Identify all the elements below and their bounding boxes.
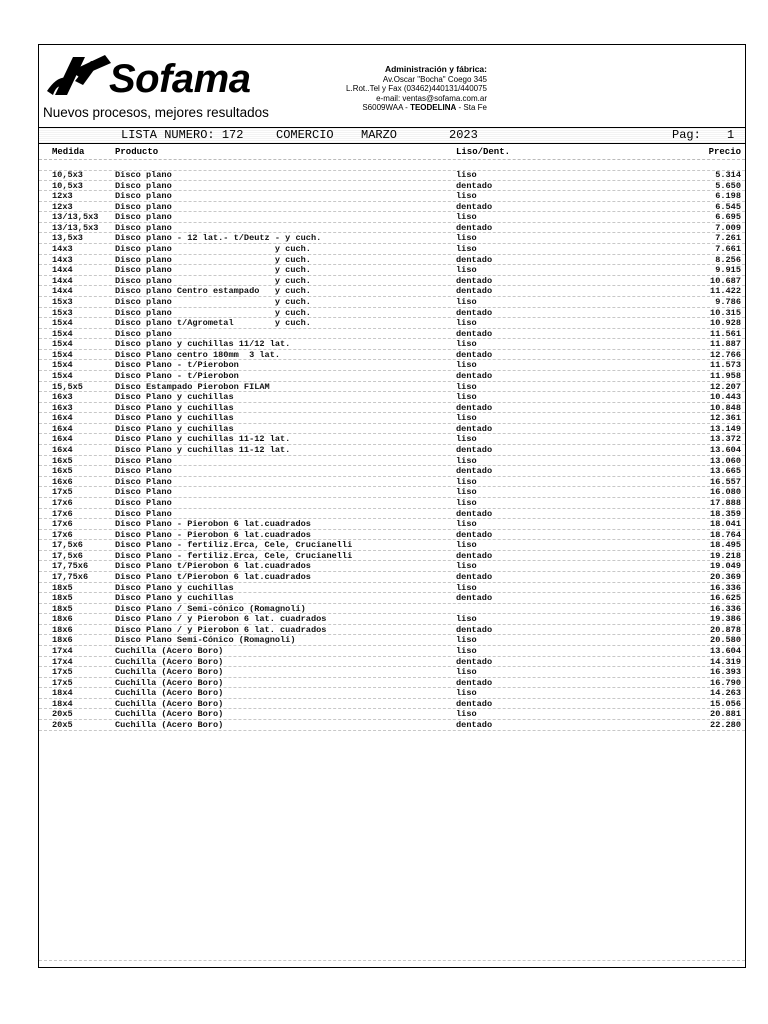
cell-liso-dent: liso bbox=[456, 170, 477, 180]
cell-producto: Disco Plano - fertiliz.Erca, Cele, Crucianelli bbox=[115, 550, 353, 561]
cell-medida: 14x3 bbox=[52, 244, 73, 255]
cell-producto: Cuchilla (Acero Boro) bbox=[115, 688, 224, 699]
cell-medida: 17,5x6 bbox=[52, 540, 83, 551]
cell-precio: 20.878 bbox=[710, 624, 741, 635]
cell-liso-dent: dentado bbox=[456, 328, 493, 339]
cell-producto: Disco Estampado Pierobon FILAM bbox=[115, 381, 270, 392]
cell-medida: 16x4 bbox=[52, 423, 73, 434]
cell-producto: Disco plano bbox=[115, 191, 172, 202]
cell-precio: 10.443 bbox=[710, 392, 741, 403]
cell-precio: 16.336 bbox=[710, 582, 741, 593]
cell-liso-dent: dentado bbox=[456, 349, 493, 360]
table-row bbox=[39, 614, 745, 625]
cell-liso-dent: liso bbox=[456, 191, 477, 202]
cell-medida: 15x4 bbox=[52, 328, 73, 339]
cell-liso-dent: liso bbox=[456, 233, 477, 244]
cell-medida: 14x4 bbox=[52, 265, 73, 276]
cell-precio: 6.198 bbox=[715, 191, 741, 202]
cell-precio: 10.687 bbox=[710, 275, 741, 286]
cell-liso-dent: liso bbox=[456, 497, 477, 508]
cell-liso-dent: liso bbox=[456, 688, 477, 699]
cell-producto: Disco Plano y cuchillas bbox=[115, 582, 234, 593]
cell-medida: 18x6 bbox=[52, 635, 73, 646]
list-type: COMERCIO bbox=[276, 128, 334, 142]
cell-precio: 11.887 bbox=[710, 339, 741, 350]
cell-liso-dent: dentado bbox=[456, 370, 493, 381]
cell-liso-dent: dentado bbox=[456, 550, 493, 561]
cell-producto: Cuchilla (Acero Boro) bbox=[115, 709, 224, 720]
cell-liso-dent: liso bbox=[456, 360, 477, 371]
table-row bbox=[39, 382, 745, 393]
cell-medida: 13,5x3 bbox=[52, 233, 83, 244]
cell-medida: 17x6 bbox=[52, 519, 73, 530]
cell-producto: Disco Plano bbox=[115, 476, 172, 487]
table-row bbox=[39, 308, 745, 319]
cell-liso-dent: liso bbox=[456, 519, 477, 530]
table-row bbox=[39, 678, 745, 689]
cell-precio: 18.495 bbox=[710, 540, 741, 551]
cell-producto: Disco Plano - t/Pierobon bbox=[115, 360, 239, 371]
cell-precio: 16.790 bbox=[710, 677, 741, 688]
cell-precio: 6.695 bbox=[715, 212, 741, 223]
cell-precio: 14.319 bbox=[710, 656, 741, 667]
table-row bbox=[39, 170, 745, 181]
list-info-bar bbox=[39, 128, 745, 144]
column-precio: Precio bbox=[708, 147, 741, 157]
cell-liso-dent: dentado bbox=[456, 508, 493, 519]
table-row bbox=[39, 604, 745, 615]
cell-liso-dent: liso bbox=[456, 709, 477, 720]
cell-medida: 17,75x6 bbox=[52, 561, 89, 572]
table-row bbox=[39, 709, 745, 720]
cell-producto: Disco Plano y cuchillas bbox=[115, 402, 234, 413]
cell-liso-dent: dentado bbox=[456, 677, 493, 688]
cell-medida: 10,5x3 bbox=[52, 180, 83, 191]
cell-precio: 7.009 bbox=[715, 222, 741, 233]
cell-liso-dent: dentado bbox=[456, 286, 493, 297]
column-producto: Producto bbox=[115, 147, 159, 157]
cell-medida: 12x3 bbox=[52, 191, 73, 202]
cell-medida: 17,75x6 bbox=[52, 571, 89, 582]
cell-precio: 6.545 bbox=[715, 201, 741, 212]
cell-producto: Cuchilla (Acero Boro) bbox=[115, 677, 224, 688]
cell-precio: 19.386 bbox=[710, 614, 741, 625]
cell-precio: 13.372 bbox=[710, 434, 741, 445]
cell-precio: 11.573 bbox=[710, 360, 741, 371]
cell-precio: 10.848 bbox=[710, 402, 741, 413]
cell-precio: 11.422 bbox=[710, 286, 741, 297]
cell-precio: 17.888 bbox=[710, 497, 741, 508]
cell-producto: Disco Plano y cuchillas 11-12 lat. bbox=[115, 445, 291, 456]
cell-liso-dent: liso bbox=[456, 667, 477, 678]
cell-producto: Disco Plano t/Pierobon 6 lat.cuadrados bbox=[115, 561, 311, 572]
column-liso-dent: Liso/Dent. bbox=[456, 147, 511, 157]
cell-medida: 17x4 bbox=[52, 656, 73, 667]
cell-producto: Disco plano y cuch. bbox=[115, 275, 311, 286]
cell-medida: 20x5 bbox=[52, 709, 73, 720]
cell-medida: 15x3 bbox=[52, 307, 73, 318]
cell-precio: 22.280 bbox=[710, 720, 741, 731]
city-name: TEODELINA bbox=[410, 103, 457, 113]
table-row bbox=[39, 339, 745, 350]
cell-liso-dent: dentado bbox=[456, 201, 493, 212]
province-name: - Sta Fe bbox=[456, 103, 487, 113]
table-row bbox=[39, 318, 745, 329]
table-row bbox=[39, 688, 745, 699]
cell-medida: 16x5 bbox=[52, 466, 73, 477]
table-row bbox=[39, 477, 745, 488]
cell-precio: 16.557 bbox=[710, 476, 741, 487]
cell-liso-dent: dentado bbox=[456, 180, 493, 191]
cell-liso-dent: dentado bbox=[456, 529, 493, 540]
cell-producto: Disco plano y cuch. bbox=[115, 307, 311, 318]
cell-precio: 18.764 bbox=[710, 529, 741, 540]
cell-precio: 11.561 bbox=[710, 328, 741, 339]
table-row bbox=[39, 445, 745, 456]
table-row bbox=[39, 466, 745, 477]
cell-liso-dent: liso bbox=[456, 318, 477, 329]
cell-liso-dent: dentado bbox=[456, 222, 493, 233]
cell-precio: 19.218 bbox=[710, 550, 741, 561]
cell-medida: 15x4 bbox=[52, 360, 73, 371]
cell-precio: 16.336 bbox=[710, 603, 741, 614]
table-row bbox=[39, 540, 745, 551]
contact-phone: L.Rot..Tel y Fax (03462)440131/440075 bbox=[346, 84, 487, 94]
table-row bbox=[39, 593, 745, 604]
cell-liso-dent: dentado bbox=[456, 571, 493, 582]
cell-precio: 5.650 bbox=[715, 180, 741, 191]
table-row bbox=[39, 329, 745, 340]
cell-medida: 17x5 bbox=[52, 677, 73, 688]
cell-producto: Disco Plano bbox=[115, 508, 172, 519]
cell-liso-dent: dentado bbox=[456, 656, 493, 667]
cell-medida: 16x4 bbox=[52, 413, 73, 424]
cell-producto: Disco plano bbox=[115, 201, 172, 212]
cell-medida: 16x3 bbox=[52, 402, 73, 413]
cell-precio: 13.604 bbox=[710, 445, 741, 456]
cell-medida: 15x4 bbox=[52, 349, 73, 360]
cell-producto: Disco Plano - Pierobon 6 lat.cuadrados bbox=[115, 529, 311, 540]
cell-precio: 16.080 bbox=[710, 487, 741, 498]
cell-precio: 10.928 bbox=[710, 318, 741, 329]
brand-name: Sofama bbox=[109, 57, 251, 101]
cell-liso-dent: liso bbox=[456, 582, 477, 593]
cell-medida: 16x6 bbox=[52, 476, 73, 487]
table-row bbox=[39, 561, 745, 572]
postal-code: S6009WAA - bbox=[362, 103, 411, 113]
cell-precio: 13.604 bbox=[710, 646, 741, 657]
table-row bbox=[39, 498, 745, 509]
contact-email: e-mail: ventas@sofama.com.ar bbox=[376, 93, 487, 103]
cell-producto: Disco Plano y cuchillas bbox=[115, 593, 234, 604]
contact-address: Av.Oscar "Bocha" Coego 345 bbox=[382, 74, 487, 84]
cell-producto: Disco Plano t/Pierobon 6 lat.cuadrados bbox=[115, 571, 311, 582]
list-year: 2023 bbox=[449, 128, 478, 142]
list-month: MARZO bbox=[361, 128, 398, 142]
cell-medida: 10,5x3 bbox=[52, 170, 83, 180]
table-row bbox=[39, 583, 745, 594]
cell-producto: Disco Plano y cuchillas 11-12 lat. bbox=[115, 434, 291, 445]
cell-medida: 18x6 bbox=[52, 624, 73, 635]
cell-medida: 17x4 bbox=[52, 646, 73, 657]
document-header bbox=[39, 45, 745, 128]
table-row bbox=[39, 265, 745, 276]
cell-medida: 16x3 bbox=[52, 392, 73, 403]
page-label: Pag: bbox=[672, 128, 701, 142]
cell-medida: 15x3 bbox=[52, 296, 73, 307]
cell-producto: Disco Plano / Semi-cónico (Romagnoli) bbox=[115, 603, 306, 614]
cell-precio: 15.056 bbox=[710, 698, 741, 709]
cell-precio: 18.041 bbox=[710, 519, 741, 530]
cell-liso-dent: liso bbox=[456, 476, 477, 487]
cell-liso-dent: dentado bbox=[456, 720, 493, 731]
cell-producto: Cuchilla (Acero Boro) bbox=[115, 667, 224, 678]
cell-producto: Disco Plano y cuchillas bbox=[115, 413, 234, 424]
cell-producto: Disco Plano - t/Pierobon bbox=[115, 370, 239, 381]
table-row bbox=[39, 350, 745, 361]
cell-medida: 18x5 bbox=[52, 582, 73, 593]
cell-medida: 14x4 bbox=[52, 286, 73, 297]
cell-medida: 17,5x6 bbox=[52, 550, 83, 561]
table-row bbox=[39, 551, 745, 562]
table-row bbox=[39, 424, 745, 435]
table-row bbox=[39, 244, 745, 255]
cell-producto: Disco Plano Semi-Cónico (Romagnoli) bbox=[115, 635, 296, 646]
cell-medida: 14x3 bbox=[52, 254, 73, 265]
table-row bbox=[39, 286, 745, 297]
table-row bbox=[39, 572, 745, 583]
table-row bbox=[39, 699, 745, 710]
cell-liso-dent: liso bbox=[456, 265, 477, 276]
cell-medida: 18x4 bbox=[52, 688, 73, 699]
cell-precio: 5.314 bbox=[715, 170, 741, 180]
table-row bbox=[39, 487, 745, 498]
cell-precio: 13.665 bbox=[710, 466, 741, 477]
cell-liso-dent: liso bbox=[456, 434, 477, 445]
cell-producto: Disco plano bbox=[115, 180, 172, 191]
cell-producto: Disco plano y cuch. bbox=[115, 244, 311, 255]
cell-precio: 12.361 bbox=[710, 413, 741, 424]
cell-liso-dent: liso bbox=[456, 635, 477, 646]
cell-precio: 19.049 bbox=[710, 561, 741, 572]
column-header bbox=[39, 145, 745, 160]
cell-producto: Disco plano bbox=[115, 328, 172, 339]
cell-producto: Cuchilla (Acero Boro) bbox=[115, 720, 224, 731]
sofama-logo-icon bbox=[45, 51, 117, 99]
cell-producto: Disco plano bbox=[115, 170, 172, 180]
cell-liso-dent: liso bbox=[456, 296, 477, 307]
cell-producto: Disco Plano centro 180mm 3 lat. bbox=[115, 349, 281, 360]
table-row bbox=[39, 255, 745, 266]
cell-precio: 18.359 bbox=[710, 508, 741, 519]
cell-producto: Disco Plano bbox=[115, 487, 172, 498]
table-row bbox=[39, 657, 745, 668]
cell-producto: Disco plano t/Agrometal y cuch. bbox=[115, 318, 311, 329]
cell-medida: 17x6 bbox=[52, 508, 73, 519]
cell-precio: 16.625 bbox=[710, 593, 741, 604]
table-row bbox=[39, 530, 745, 541]
cell-liso-dent: dentado bbox=[456, 307, 493, 318]
cell-liso-dent: dentado bbox=[456, 254, 493, 265]
cell-precio: 20.881 bbox=[710, 709, 741, 720]
table-row bbox=[39, 276, 745, 287]
cell-medida: 18x5 bbox=[52, 603, 73, 614]
price-list-page bbox=[38, 44, 746, 968]
cell-medida: 15x4 bbox=[52, 339, 73, 350]
cell-producto: Disco Plano y cuchillas bbox=[115, 423, 234, 434]
cell-producto: Cuchilla (Acero Boro) bbox=[115, 646, 224, 657]
cell-liso-dent: liso bbox=[456, 392, 477, 403]
contact-block bbox=[267, 65, 487, 113]
cell-producto: Disco Plano - Pierobon 6 lat.cuadrados bbox=[115, 519, 311, 530]
table-row bbox=[39, 223, 745, 234]
table-row bbox=[39, 625, 745, 636]
table-row bbox=[39, 413, 745, 424]
cell-liso-dent: liso bbox=[456, 212, 477, 223]
cell-producto: Disco Plano / y Pierobon 6 lat. cuadrados bbox=[115, 624, 327, 635]
table-row bbox=[39, 191, 745, 202]
cell-liso-dent: dentado bbox=[456, 275, 493, 286]
cell-producto: Disco plano y cuch. bbox=[115, 296, 311, 307]
cell-liso-dent: dentado bbox=[456, 423, 493, 434]
cell-medida: 15,5x5 bbox=[52, 381, 83, 392]
cell-producto: Disco Plano / y Pierobon 6 lat. cuadrados bbox=[115, 614, 327, 625]
table-row bbox=[39, 392, 745, 403]
cell-medida: 17x6 bbox=[52, 497, 73, 508]
cell-producto: Disco plano y cuchillas 11/12 lat. bbox=[115, 339, 291, 350]
table-row bbox=[39, 456, 745, 467]
cell-precio: 20.369 bbox=[710, 571, 741, 582]
cell-precio: 12.207 bbox=[710, 381, 741, 392]
cell-medida: 18x4 bbox=[52, 698, 73, 709]
cell-medida: 13/13,5x3 bbox=[52, 222, 99, 233]
cell-producto: Disco plano - 12 lat.- t/Deutz - y cuch. bbox=[115, 233, 322, 244]
cell-liso-dent: liso bbox=[456, 487, 477, 498]
cell-liso-dent: liso bbox=[456, 646, 477, 657]
table-row bbox=[39, 720, 745, 731]
cell-producto: Disco plano bbox=[115, 222, 172, 233]
cell-liso-dent: dentado bbox=[456, 698, 493, 709]
cell-liso-dent: dentado bbox=[456, 466, 493, 477]
cell-medida: 13/13,5x3 bbox=[52, 212, 99, 223]
table-row bbox=[39, 646, 745, 657]
cell-liso-dent: liso bbox=[456, 540, 477, 551]
column-medida: Medida bbox=[52, 147, 85, 157]
cell-producto: Disco Plano bbox=[115, 466, 172, 477]
cell-producto: Disco plano Centro estampado y cuch. bbox=[115, 286, 311, 297]
cell-precio: 8.256 bbox=[715, 254, 741, 265]
cell-medida: 17x6 bbox=[52, 529, 73, 540]
cell-liso-dent: liso bbox=[456, 413, 477, 424]
cell-medida: 16x5 bbox=[52, 455, 73, 466]
table-row bbox=[39, 212, 745, 223]
cell-precio: 7.661 bbox=[715, 244, 741, 255]
table-row bbox=[39, 202, 745, 213]
cell-precio: 13.060 bbox=[710, 455, 741, 466]
table-row bbox=[39, 635, 745, 646]
table-row bbox=[39, 509, 745, 520]
cell-precio: 20.580 bbox=[710, 635, 741, 646]
cell-liso-dent: dentado bbox=[456, 402, 493, 413]
cell-producto: Disco Plano bbox=[115, 497, 172, 508]
cell-precio: 7.261 bbox=[715, 233, 741, 244]
contact-location bbox=[267, 103, 487, 113]
cell-producto: Disco Plano bbox=[115, 455, 172, 466]
price-table bbox=[39, 170, 745, 731]
cell-precio: 16.393 bbox=[710, 667, 741, 678]
cell-medida: 17x5 bbox=[52, 487, 73, 498]
cell-producto: Disco plano y cuch. bbox=[115, 265, 311, 276]
cell-medida: 15x4 bbox=[52, 370, 73, 381]
cell-producto: Cuchilla (Acero Boro) bbox=[115, 698, 224, 709]
cell-liso-dent: dentado bbox=[456, 593, 493, 604]
cell-medida: 16x4 bbox=[52, 434, 73, 445]
cell-liso-dent: liso bbox=[456, 614, 477, 625]
cell-precio: 11.958 bbox=[710, 370, 741, 381]
cell-producto: Disco plano bbox=[115, 212, 172, 223]
table-row bbox=[39, 371, 745, 382]
table-row bbox=[39, 360, 745, 371]
cell-precio: 12.766 bbox=[710, 349, 741, 360]
cell-medida: 15x4 bbox=[52, 318, 73, 329]
table-row bbox=[39, 297, 745, 308]
footer-divider bbox=[39, 960, 745, 961]
cell-medida: 14x4 bbox=[52, 275, 73, 286]
cell-precio: 13.149 bbox=[710, 423, 741, 434]
cell-liso-dent: dentado bbox=[456, 624, 493, 635]
cell-precio: 9.915 bbox=[715, 265, 741, 276]
cell-precio: 14.263 bbox=[710, 688, 741, 699]
table-row bbox=[39, 403, 745, 414]
cell-producto: Disco Plano y cuchillas bbox=[115, 392, 234, 403]
cell-liso-dent: liso bbox=[456, 561, 477, 572]
cell-medida: 20x5 bbox=[52, 720, 73, 731]
cell-medida: 18x6 bbox=[52, 614, 73, 625]
list-number: LISTA NUMERO: 172 bbox=[121, 128, 244, 142]
table-row bbox=[39, 667, 745, 678]
cell-precio: 9.786 bbox=[715, 296, 741, 307]
cell-liso-dent: liso bbox=[456, 455, 477, 466]
table-row bbox=[39, 181, 745, 192]
cell-medida: 18x5 bbox=[52, 593, 73, 604]
table-row bbox=[39, 519, 745, 530]
cell-liso-dent: liso bbox=[456, 244, 477, 255]
cell-liso-dent: liso bbox=[456, 339, 477, 350]
cell-medida: 16x4 bbox=[52, 445, 73, 456]
table-row bbox=[39, 233, 745, 244]
cell-producto: Cuchilla (Acero Boro) bbox=[115, 656, 224, 667]
contact-title: Administración y fábrica: bbox=[384, 64, 487, 74]
cell-liso-dent: liso bbox=[456, 381, 477, 392]
cell-producto: Disco Plano - fertiliz.Erca, Cele, Crucianelli bbox=[115, 540, 353, 551]
cell-producto: Disco plano y cuch. bbox=[115, 254, 311, 265]
table-row bbox=[39, 434, 745, 445]
cell-medida: 17x5 bbox=[52, 667, 73, 678]
brand-tagline: Nuevos procesos, mejores resultados bbox=[43, 105, 269, 120]
cell-precio: 10.315 bbox=[710, 307, 741, 318]
page-number: 1 bbox=[727, 128, 735, 142]
cell-liso-dent: dentado bbox=[456, 445, 493, 456]
cell-medida: 12x3 bbox=[52, 201, 73, 212]
